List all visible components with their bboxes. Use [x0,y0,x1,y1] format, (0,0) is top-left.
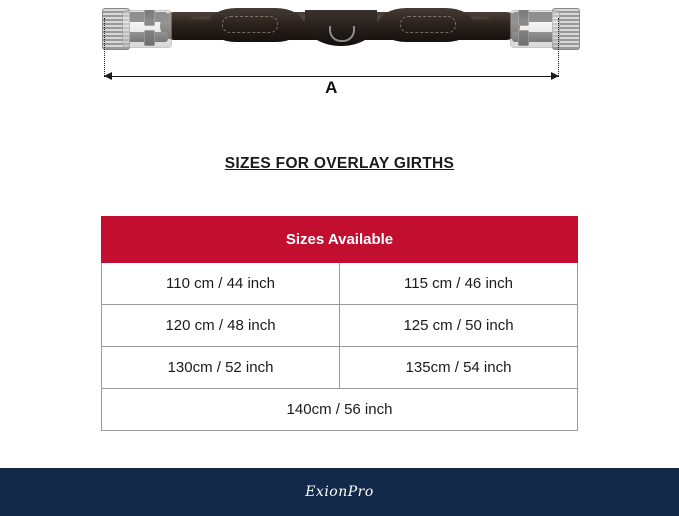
measure-tick-left [104,18,106,76]
size-cell: 135cm / 54 inch [340,347,578,389]
footer-bar [0,468,679,516]
size-cell: 125 cm / 50 inch [340,305,578,347]
page-title: SIZES FOR OVERLAY GIRTHS [224,155,455,172]
measurement-bracket [104,18,559,97]
table-row [102,347,578,389]
size-cell: 130cm / 52 inch [102,347,340,389]
size-cell: 120 cm / 48 inch [102,305,340,347]
size-cell: 110 cm / 44 inch [102,263,340,305]
size-cell: 115 cm / 46 inch [340,263,578,305]
size-cell-full-width: 140cm / 56 inch [102,389,578,431]
measure-line [104,76,559,77]
table-row [102,305,578,347]
brand-logo: ExionPro [305,484,374,500]
sizes-table [101,216,578,431]
table-row [102,263,578,305]
table-header-row [102,217,578,263]
product-illustration [0,0,679,120]
measure-label: A [325,78,338,97]
table-row [102,389,578,431]
measure-tick-right [558,18,560,76]
table-header-cell: Sizes Available [102,217,578,263]
